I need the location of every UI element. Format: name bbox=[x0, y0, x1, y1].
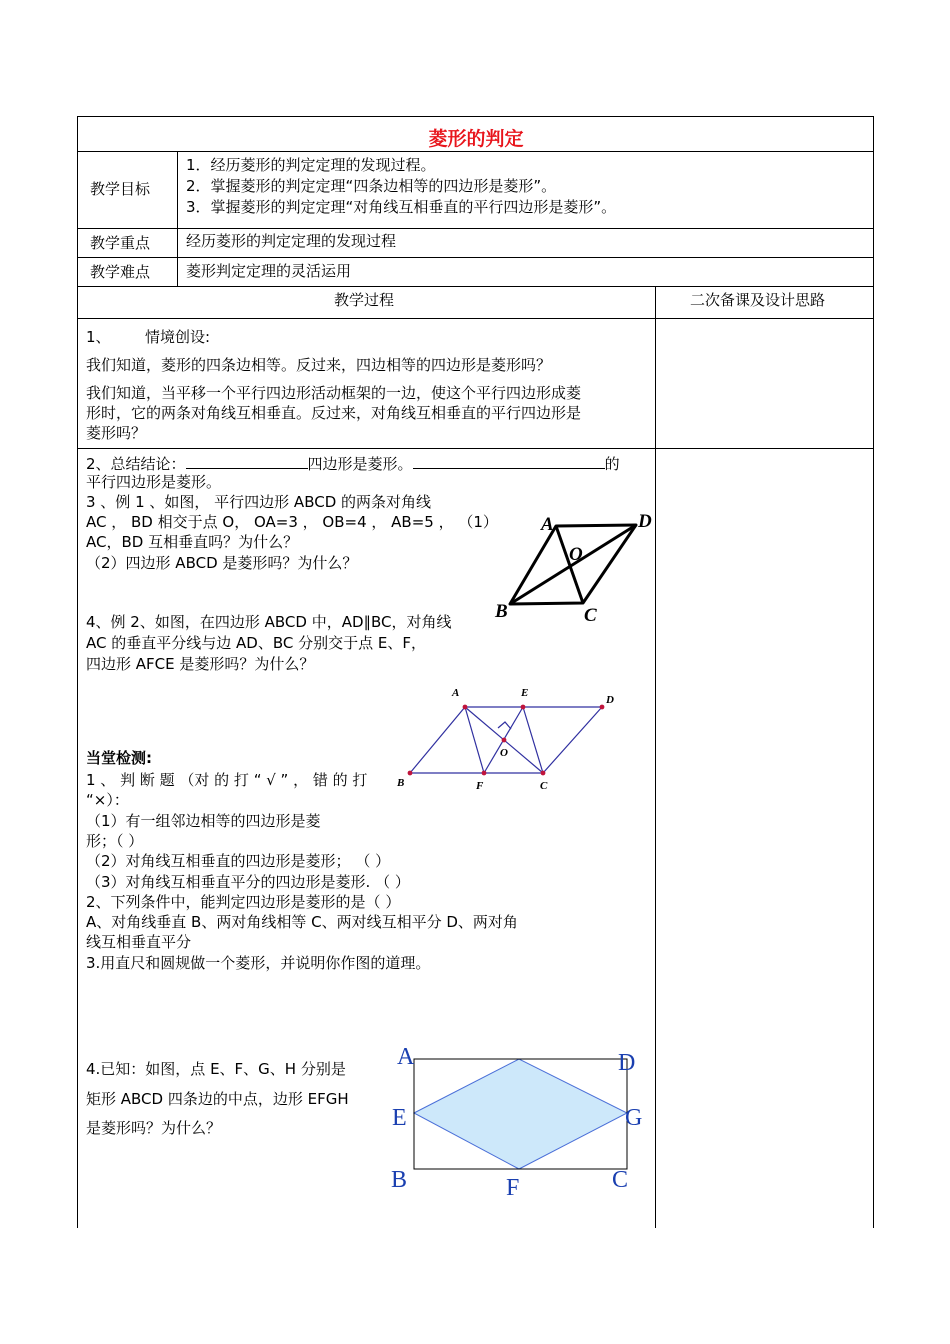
label-f: F bbox=[476, 780, 484, 792]
label-c: C bbox=[612, 1167, 629, 1193]
point-c bbox=[541, 771, 546, 776]
example1-text: （2）四边形 ABCD 是菱形吗？为什么？ bbox=[86, 554, 358, 572]
point-a bbox=[463, 705, 468, 710]
row-divider bbox=[77, 257, 874, 258]
summary-middle: 四边形是菱形。 bbox=[307, 455, 413, 473]
label-e: E bbox=[521, 687, 529, 699]
figure-parallelogram bbox=[490, 505, 660, 630]
page-title: 菱形的判定 bbox=[428, 128, 524, 150]
table-border-left bbox=[77, 116, 78, 1228]
point-b bbox=[408, 771, 413, 776]
label-g: G bbox=[625, 1105, 643, 1131]
right-angle-mark bbox=[498, 722, 511, 729]
figure-rectangle-rhombus bbox=[385, 1038, 647, 1204]
summary-line-2: 平行四边形是菱形。 bbox=[86, 473, 222, 491]
check-question: （2）对角线互相垂直的四边形是菱形； （ ） bbox=[86, 852, 391, 870]
label-b: B bbox=[391, 1167, 408, 1193]
example2-text: 四边形 AFCE 是菱形吗？为什么？ bbox=[86, 655, 315, 673]
label-a: A bbox=[541, 514, 554, 535]
label-e: E bbox=[392, 1105, 407, 1131]
check-question: （1）有一组邻边相等的四边形是菱 bbox=[86, 812, 321, 830]
table-border-top bbox=[77, 116, 874, 117]
check-options: 线互相垂直平分 bbox=[86, 933, 192, 951]
section1-heading-num: 1、 bbox=[86, 328, 111, 346]
row-divider bbox=[77, 228, 874, 229]
label-b: B bbox=[495, 601, 508, 622]
check-question: 矩形 ABCD 四条边的中点，边形 EFGH bbox=[86, 1090, 349, 1108]
goal-item: 1．经历菱形的判定定理的发现过程。 bbox=[186, 156, 436, 174]
table-border-right bbox=[873, 116, 874, 1228]
goals-label: 教学目标 bbox=[90, 180, 151, 198]
check-options: A、对角线垂直 B、两对角线相等 C、两对线互相平分 D、两对角 bbox=[86, 913, 518, 931]
segment-ec bbox=[523, 707, 543, 773]
point-d bbox=[600, 705, 605, 710]
check-heading: 当堂检测: bbox=[86, 749, 152, 767]
section1-paragraph: 形时，它的两条对角线互相垂直。反过来，对角线互相垂直的平行四边形是 bbox=[86, 404, 582, 422]
label-d: D bbox=[618, 1050, 636, 1076]
point-o bbox=[502, 738, 507, 743]
check-question: “×）： bbox=[86, 791, 129, 809]
section1-paragraph: 我们知道，当平移一个平行四边形活动框架的一边，使这个平行四边形成菱 bbox=[86, 384, 582, 402]
row-divider bbox=[77, 448, 874, 449]
example2-text: 4、例 2、如图，在四边形 ABCD 中，AD∥BC，对角线 bbox=[86, 613, 452, 631]
goal-item: 3．掌握菱形的判定定理“对角线互相垂直的平行四边形是菱形”。 bbox=[186, 198, 617, 216]
point-e bbox=[521, 705, 526, 710]
check-question: （3）对角线互相垂直平分的四边形是菱形. （ ） bbox=[86, 873, 410, 891]
check-question: 2、下列条件中，能判定四边形是菱形的是（ ） bbox=[86, 893, 401, 911]
summary-prefix: 2、总结结论： bbox=[86, 455, 186, 473]
row-divider bbox=[77, 151, 874, 152]
summary-suffix: 的 bbox=[604, 455, 620, 473]
notes-header: 二次备课及设计思路 bbox=[690, 291, 826, 309]
summary-line bbox=[86, 452, 620, 474]
section1-paragraph: 我们知道，菱形的四条边相等。反过来，四边相等的四边形是菱形吗？ bbox=[86, 356, 552, 374]
section1-paragraph: 菱形吗？ bbox=[86, 424, 147, 442]
key-point-label: 教学重点 bbox=[90, 234, 151, 252]
label-c: C bbox=[540, 780, 548, 792]
segment-af bbox=[465, 707, 484, 773]
example1-text: 3 、例 1 、如图， 平行四边形 ABCD 的两条对角线 bbox=[86, 493, 432, 511]
check-question: 1 、 判 断 题 （对 的 打 “ √ ” ， 错 的 打 bbox=[86, 771, 368, 789]
process-header: 教学过程 bbox=[334, 291, 395, 309]
label-f: F bbox=[506, 1175, 520, 1201]
label-d: D bbox=[606, 694, 614, 706]
check-question: 是菱形吗？为什么？ bbox=[86, 1119, 222, 1137]
label-a: A bbox=[452, 687, 460, 699]
difficulty-label: 教学难点 bbox=[90, 263, 151, 281]
label-b: B bbox=[397, 777, 405, 789]
example1-text: AC，BD 互相垂直吗？为什么？ bbox=[86, 533, 299, 551]
rhombus-efgh bbox=[414, 1059, 627, 1169]
check-question: 4.已知：如图，点 E、F、G、H 分别是 bbox=[86, 1060, 346, 1078]
example2-text: AC 的垂直平分线与边 AD、BC 分别交于点 E、F， bbox=[86, 634, 426, 652]
row-divider bbox=[77, 286, 874, 287]
section1-heading: 情境创设: bbox=[145, 328, 211, 346]
key-point-value: 经历菱形的判定定理的发现过程 bbox=[186, 232, 397, 250]
label-o: O bbox=[569, 544, 583, 565]
row-divider bbox=[77, 318, 874, 319]
example1-text: AC ， BD 相交于点 O， OA=3 ， OB=4 ， AB=5 ， （1） bbox=[86, 513, 498, 531]
difficulty-value: 菱形判定定理的灵活运用 bbox=[186, 262, 352, 280]
notes-column-divider bbox=[655, 286, 656, 1228]
answer-blank bbox=[186, 452, 308, 469]
label-a: A bbox=[397, 1044, 415, 1070]
label-o: O bbox=[500, 747, 508, 759]
figure-trapezoid bbox=[390, 682, 630, 794]
label-d: D bbox=[638, 511, 652, 532]
check-question: 3.用直尺和圆规做一个菱形，并说明你作图的道理。 bbox=[86, 954, 431, 972]
check-question: 形；（ ） bbox=[86, 832, 144, 850]
goal-item: 2．掌握菱形的判定定理“四条边相等的四边形是菱形”。 bbox=[186, 177, 557, 195]
point-f bbox=[482, 771, 487, 776]
label-c: C bbox=[584, 605, 597, 626]
label-column-divider bbox=[177, 151, 178, 286]
answer-blank bbox=[413, 452, 605, 469]
